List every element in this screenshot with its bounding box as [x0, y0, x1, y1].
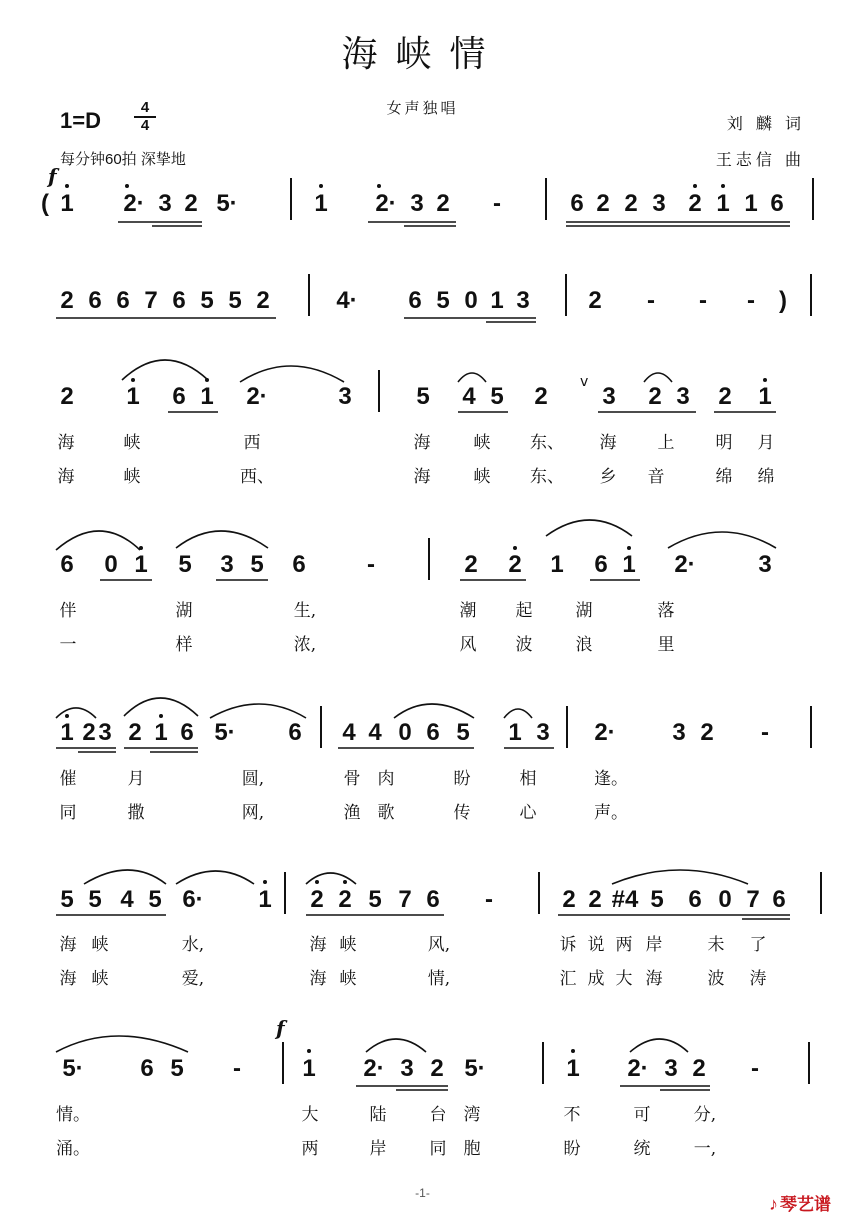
note: 5: [228, 287, 242, 314]
lyric-syllable: 海: [413, 467, 431, 487]
note: 1: [490, 287, 504, 314]
performance-type: 女声独唱: [386, 99, 459, 117]
lyric-syllable: 涛: [749, 969, 767, 989]
note: ): [779, 287, 787, 314]
note: -: [761, 719, 769, 746]
lyric-syllable: 东、: [530, 433, 564, 453]
lyric-syllable: 伴: [59, 601, 77, 621]
song-title: 海峡情: [341, 34, 504, 75]
lyric-syllable: 月: [127, 769, 145, 789]
lyric-syllable: 骨: [343, 769, 361, 789]
lyric-syllable: 湖: [575, 601, 593, 621]
note: 6: [88, 287, 102, 314]
lyric-syllable: 湖: [175, 601, 193, 621]
lyric-syllable: 胞: [463, 1139, 481, 1159]
note: 2: [588, 287, 602, 314]
note: 5: [170, 1055, 184, 1082]
composer-credit: 王志信 曲: [715, 150, 805, 169]
note: 4: [120, 886, 134, 913]
lyric-syllable: 风: [459, 635, 477, 655]
note: 3: [338, 383, 352, 410]
note: 2·: [246, 383, 268, 410]
note: 5: [456, 719, 470, 746]
note: 1: [508, 719, 522, 746]
note: 7: [398, 886, 412, 913]
barline: [290, 178, 292, 220]
music-note-icon: ♪: [769, 1194, 778, 1214]
lyric-syllable: 渔: [343, 803, 361, 823]
note: 5: [416, 383, 430, 410]
note: 6: [570, 190, 584, 217]
barline: [282, 1042, 284, 1084]
note: 2: [256, 287, 270, 314]
note: 6: [140, 1055, 154, 1082]
note: 5·: [216, 190, 238, 217]
note: 6: [116, 287, 130, 314]
barline: [320, 706, 322, 748]
note: -: [747, 287, 755, 314]
lyric-syllable: 一: [59, 635, 77, 655]
lyric-syllable: 说: [587, 935, 605, 955]
lyric-syllable: 两: [615, 935, 633, 955]
lyric-syllable: 波: [707, 969, 725, 989]
lyric-syllable: 峡: [339, 969, 357, 989]
note: 3: [758, 551, 772, 578]
note: 5·: [62, 1055, 84, 1082]
note: -: [485, 886, 493, 913]
lyric-syllable: 两: [301, 1139, 319, 1159]
note: 3: [664, 1055, 678, 1082]
lyric-syllable: 海: [59, 969, 77, 989]
lyric-syllable: 上: [657, 433, 675, 453]
note: 2: [60, 287, 74, 314]
tempo-marking: 每分钟60拍 深挚地: [60, 151, 186, 168]
logo-text: 琴艺谱: [780, 1195, 831, 1214]
note: 2·: [363, 1055, 385, 1082]
note: 3: [410, 190, 424, 217]
lyric-syllable: 峡: [473, 467, 491, 487]
lyric-syllable: 起: [515, 601, 533, 621]
note: 6: [770, 190, 784, 217]
lyric-syllable: 峡: [339, 935, 357, 955]
lyric-syllable: 涌。: [56, 1139, 90, 1159]
time-sig-top: 4: [134, 100, 156, 118]
note: 3: [602, 383, 616, 410]
lyric-syllable: 波: [515, 635, 533, 655]
note: 6: [426, 719, 440, 746]
note: 5: [178, 551, 192, 578]
note: 2: [718, 383, 732, 410]
lyric-syllable: 声。: [594, 803, 628, 823]
note: 6: [288, 719, 302, 746]
note: 3: [158, 190, 172, 217]
note: 2·: [594, 719, 616, 746]
note: 3: [516, 287, 530, 314]
lyric-syllable: 撒: [127, 803, 145, 823]
note: 2: [184, 190, 198, 217]
note: 0: [398, 719, 412, 746]
lyric-syllable: 浪: [575, 635, 593, 655]
lyric-syllable: 西、: [240, 467, 274, 487]
lyric-syllable: 西: [243, 433, 261, 453]
note: 6·: [182, 886, 204, 913]
lyric-syllable: 海: [645, 969, 663, 989]
lyric-syllable: 月: [757, 433, 775, 453]
lyric-syllable: 风,: [427, 935, 451, 955]
lyric-syllable: 不: [563, 1105, 581, 1125]
lyric-syllable: 湾: [463, 1105, 481, 1125]
note: 4·: [336, 287, 358, 314]
lyric-syllable: 情。: [56, 1105, 90, 1125]
barline: [284, 872, 286, 914]
note: 7: [144, 287, 158, 314]
barline: [545, 178, 547, 220]
note: 6: [180, 719, 194, 746]
note: 2·: [627, 1055, 649, 1082]
lyric-syllable: 样: [175, 635, 193, 655]
note: 5·: [214, 719, 236, 746]
note: 1: [60, 190, 74, 217]
lyric-syllable: 海: [413, 433, 431, 453]
note: 2: [464, 551, 478, 578]
lyric-syllable: 未: [707, 935, 725, 955]
lyric-syllable: 绵: [715, 467, 733, 487]
lyric-syllable: 成: [587, 969, 605, 989]
lyric-syllable: 盼: [563, 1139, 581, 1159]
time-signature: [134, 100, 156, 134]
lyric-syllable: 海: [57, 433, 75, 453]
note: 2: [508, 551, 522, 578]
lyric-syllable: 东、: [530, 467, 564, 487]
lyric-syllable: 岸: [645, 935, 663, 955]
lyric-syllable: 台: [429, 1105, 447, 1125]
lyric-syllable: 网,: [241, 803, 265, 823]
page-number: -1-: [415, 1186, 430, 1200]
note: 6: [594, 551, 608, 578]
lyric-syllable: 分,: [693, 1105, 717, 1125]
note: 7: [746, 886, 760, 913]
lyric-syllable: 乡: [599, 467, 617, 487]
note: 3: [672, 719, 686, 746]
note: 2: [338, 886, 352, 913]
note: 2: [624, 190, 638, 217]
barline: [565, 274, 567, 316]
note: 1: [126, 383, 140, 410]
lyric-syllable: 海: [59, 935, 77, 955]
note: 6: [426, 886, 440, 913]
note: 0: [718, 886, 732, 913]
note: 3: [220, 551, 234, 578]
barline: [308, 274, 310, 316]
note: 6: [688, 886, 702, 913]
note: -: [493, 190, 501, 217]
note: 6: [292, 551, 306, 578]
lyric-syllable: 峡: [91, 969, 109, 989]
note: 3: [676, 383, 690, 410]
note: 2: [534, 383, 548, 410]
site-logo[interactable]: [769, 1190, 831, 1215]
note: 1: [134, 551, 148, 578]
note: 2: [562, 886, 576, 913]
lyric-syllable: 肉: [377, 769, 395, 789]
note: 1: [258, 886, 272, 913]
note: -: [367, 551, 375, 578]
note: 3: [98, 719, 112, 746]
time-sig-bottom: 4: [140, 117, 150, 134]
note: 4: [368, 719, 382, 746]
note: 2: [700, 719, 714, 746]
note: 0: [104, 551, 118, 578]
note: 5: [436, 287, 450, 314]
lyric-syllable: 盼: [453, 769, 471, 789]
note: 2: [60, 383, 74, 410]
note: 5·: [464, 1055, 486, 1082]
note: 2: [436, 190, 450, 217]
note: 1: [622, 551, 636, 578]
note: 5: [368, 886, 382, 913]
lyric-syllable: 了: [749, 935, 767, 955]
note: -: [751, 1055, 759, 1082]
barline: [820, 872, 822, 914]
barline: [810, 274, 812, 316]
note: 5: [148, 886, 162, 913]
note: 4: [342, 719, 356, 746]
note: 3: [400, 1055, 414, 1082]
lyric-syllable: 海: [599, 433, 617, 453]
lyric-syllable: 圆,: [241, 769, 265, 789]
note: -: [699, 287, 707, 314]
note: 3: [652, 190, 666, 217]
barline: [566, 706, 568, 748]
note: 2: [688, 190, 702, 217]
lyric-syllable: 相: [519, 769, 537, 789]
note: 5: [250, 551, 264, 578]
note: -: [233, 1055, 241, 1082]
lyric-syllable: 爱,: [181, 969, 205, 989]
note: 6: [172, 383, 186, 410]
dynamic-forte-2: f: [276, 1016, 285, 1040]
note: 2: [430, 1055, 444, 1082]
note: 1: [200, 383, 214, 410]
note: 2: [692, 1055, 706, 1082]
lyric-syllable: 里: [657, 635, 675, 655]
note: 6: [408, 287, 422, 314]
lyric-syllable: 可: [633, 1105, 651, 1125]
barline: [808, 1042, 810, 1084]
note: #4: [611, 886, 639, 913]
note: (: [41, 190, 49, 217]
note: 1: [566, 1055, 580, 1082]
lyric-syllable: 同: [59, 803, 77, 823]
lyric-syllable: 落: [657, 601, 675, 621]
note: 1: [716, 190, 730, 217]
lyric-syllable: 明: [715, 433, 733, 453]
lyric-syllable: 陆: [369, 1105, 387, 1125]
note: 5: [650, 886, 664, 913]
note: 5: [60, 886, 74, 913]
key-signature: 1=D: [60, 108, 101, 133]
lyric-syllable: 心: [519, 803, 537, 823]
lyric-syllable: 海: [57, 467, 75, 487]
note: 2: [588, 886, 602, 913]
lyric-syllable: 峡: [91, 935, 109, 955]
note: 3: [536, 719, 550, 746]
note: 2: [310, 886, 324, 913]
note: 1: [302, 1055, 316, 1082]
lyric-syllable: 音: [647, 467, 665, 487]
barline: [538, 872, 540, 914]
note: 1: [314, 190, 328, 217]
note: 6: [172, 287, 186, 314]
note: 1: [744, 190, 758, 217]
barline: [812, 178, 814, 220]
lyric-syllable: 生,: [293, 601, 317, 621]
lyric-syllable: 海: [309, 969, 327, 989]
note: 5: [88, 886, 102, 913]
lyric-syllable: 绵: [757, 467, 775, 487]
note: 5: [200, 287, 214, 314]
note: 2·: [375, 190, 397, 217]
note: 6: [60, 551, 74, 578]
barline: [810, 706, 812, 748]
lyric-syllable: 催: [59, 769, 77, 789]
note: 2: [648, 383, 662, 410]
lyric-syllable: 逢。: [594, 769, 628, 789]
barline: [378, 370, 380, 412]
note: 1: [550, 551, 564, 578]
lyric-syllable: 一,: [693, 1139, 717, 1159]
lyric-syllable: 峡: [123, 433, 141, 453]
note: -: [647, 287, 655, 314]
lyric-syllable: 情,: [427, 969, 451, 989]
lyric-syllable: 大: [615, 969, 633, 989]
dynamic-forte-1: f: [48, 164, 57, 188]
lyric-syllable: 同: [429, 1139, 447, 1159]
lyricist-credit: 刘 麟 词: [726, 114, 805, 133]
note: 6: [772, 886, 786, 913]
note: 2: [82, 719, 96, 746]
lyric-syllable: 水,: [181, 935, 205, 955]
note: 1: [60, 719, 74, 746]
note: 1: [758, 383, 772, 410]
note: 2·: [674, 551, 696, 578]
barline: [542, 1042, 544, 1084]
lyric-syllable: 传: [453, 803, 471, 823]
lyric-syllable: 岸: [369, 1139, 387, 1159]
note: 5: [490, 383, 504, 410]
barline: [428, 538, 430, 580]
note: 4: [462, 383, 476, 410]
note: 2·: [123, 190, 145, 217]
lyric-syllable: 大: [301, 1105, 319, 1125]
lyric-syllable: 海: [309, 935, 327, 955]
note: 2: [128, 719, 142, 746]
lyric-syllable: 汇: [559, 969, 577, 989]
lyric-syllable: 歌: [377, 803, 395, 823]
note: 1: [154, 719, 168, 746]
lyric-syllable: 统: [633, 1139, 651, 1159]
note: 0: [464, 287, 478, 314]
lyric-syllable: 诉: [559, 935, 577, 955]
lyric-syllable: 潮: [459, 601, 477, 621]
lyric-syllable: 浓,: [293, 635, 317, 655]
svg-text:v: v: [580, 374, 589, 390]
note: 2: [596, 190, 610, 217]
lyric-syllable: 峡: [123, 467, 141, 487]
lyric-syllable: 峡: [473, 433, 491, 453]
